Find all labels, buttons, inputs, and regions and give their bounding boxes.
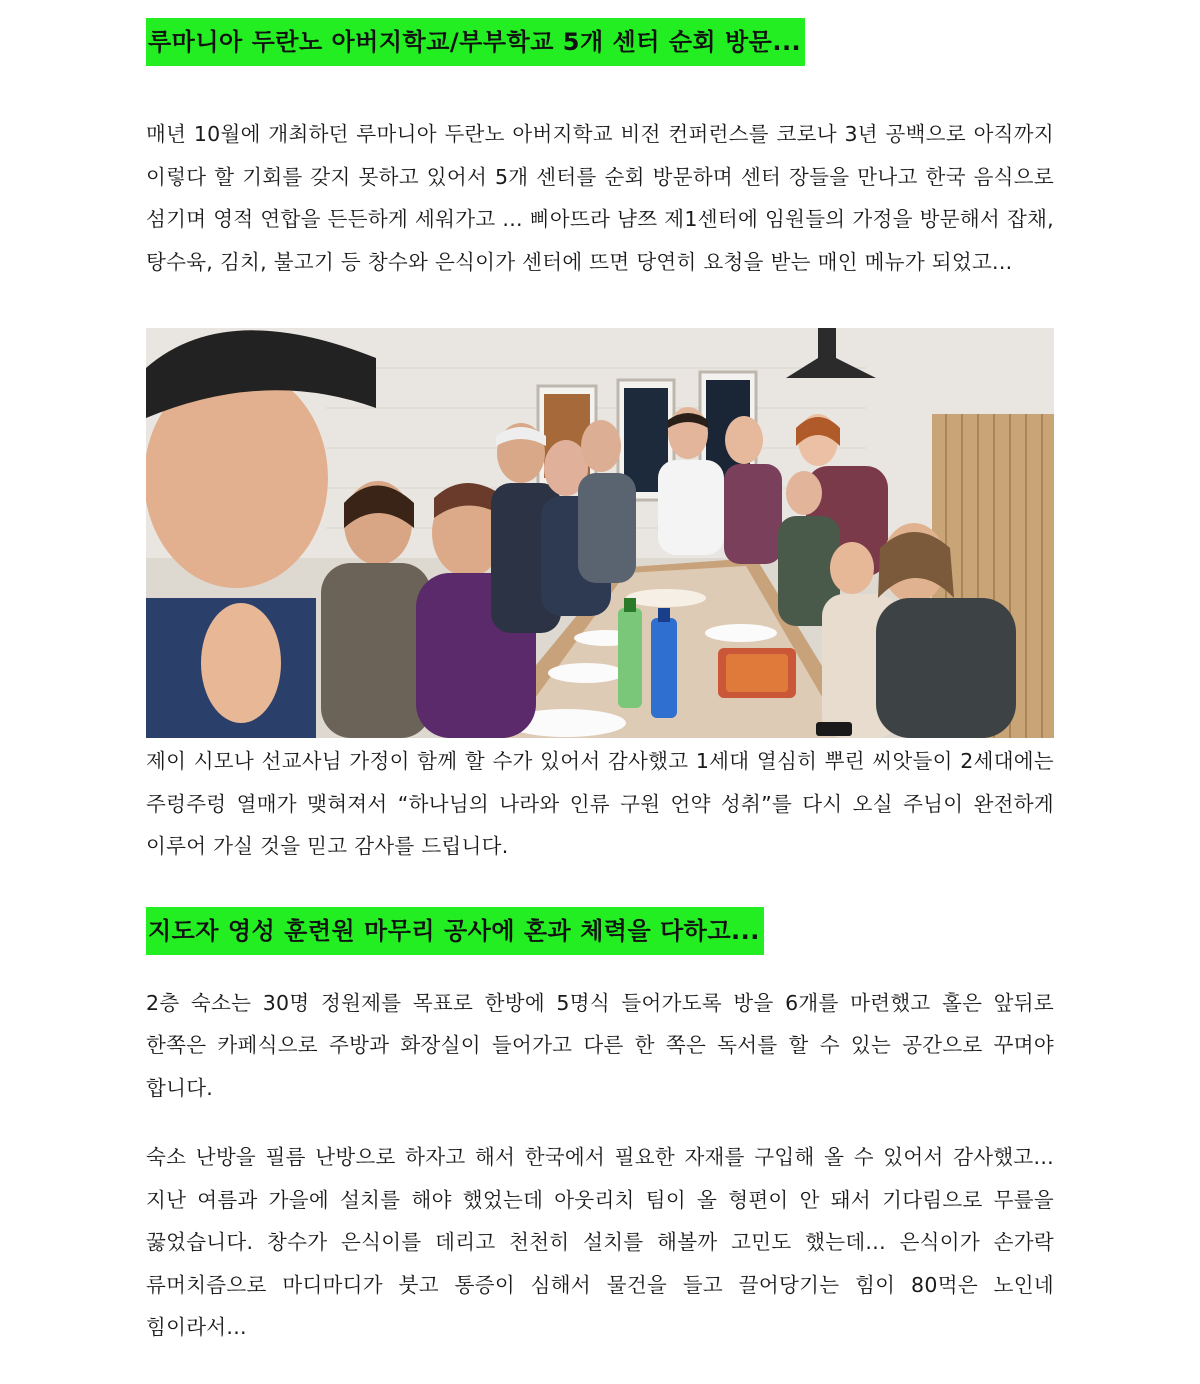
body-paragraph: 매년 10월에 개최하던 루마니아 두란노 아버지학교 비전 컨퍼런스를 코로나 3년 공백으로 아직까지 이렇다 할 기회를 갖지 못하고 있어서 5개 센터를 순회 방문하며 센터 장들을 만나고 한국 음식으로 섬기며 영적 연합을 든든하게 세워가고 ... 삐아뜨라 냠쯔 제1센터에 임원들의 가정을 방문해서 잡채, 탕수육, 김치, 불고기 등 창수와 은식이가 센터에 뜨면 당연히 요청을 받는 매인 메뉴가 되었고... [146, 122, 1054, 274]
section-heading: 지도자 영성 훈련원 마무리 공사에 혼과 체력을 다하고... [146, 907, 764, 955]
body-paragraph: 2층 숙소는 30명 정원제를 목표로 한방에 5명식 들어가도록 방을 6개를 마련했고 홀은 앞뒤로 한쪽은 카페식으로 주방과 화장실이 들어가고 다른 한 쪽은 독서를 할 수 있는 공간으로 꾸며야 합니다. [146, 990, 1054, 1100]
body-paragraph: 숙소 난방을 필름 난방으로 하자고 해서 한국에서 필요한 자재를 구입해 올 수 있어서 감사했고... 지난 여름과 가을에 설치를 해야 했었는데 아웃리치 팀이 올 형편이 안 돼서 기다림으로 무릎을 꿇었습니다. 창수가 은식이를 데리고 천천히 설치를 해볼까 고민도 했는데... 은식이가 손가락 류머치즘으로 마디마디가 붓고 통증이 심해서 물건을 들고 끌어당기는 힘이 80먹은 노인네 힘이라서... [146, 1145, 1054, 1339]
group-dinner-photo [146, 328, 1054, 738]
document-page [146, 18, 1054, 1349]
photo-caption: 제이 시모나 선교사님 가정이 함께 할 수가 있어서 감사했고 1세대 열심히 뿌린 씨앗들이 2세대에는 주렁주렁 열매가 맺혀져서 “하나님의 나라와 인류 구원 언약 성취”를 다시 오실 주님이 완전하게 이루어 가실 것을 믿고 감사를 드립니다. [146, 749, 1054, 858]
section-heading: 루마니아 두란노 아버지학교/부부학교 5개 센터 순회 방문... [146, 18, 805, 66]
